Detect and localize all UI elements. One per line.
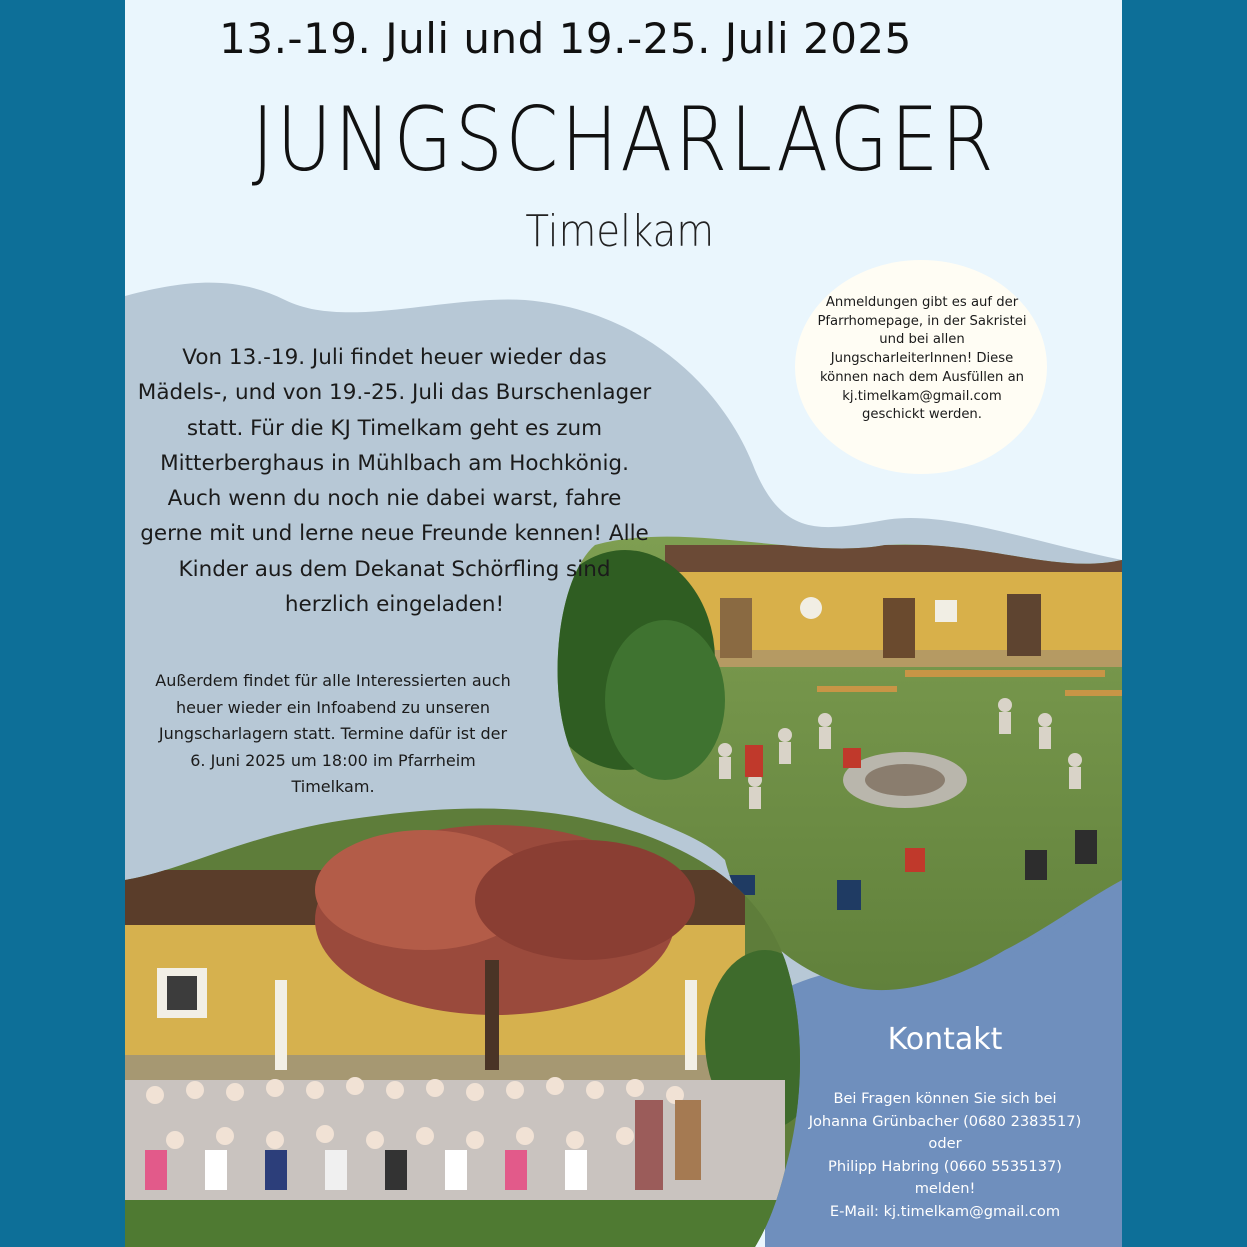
contact-person-1: Johanna Grünbacher (0680 2383517) — [808, 1112, 1082, 1130]
contact-details — [797, 1088, 1093, 1224]
contact-closing: melden! — [914, 1180, 976, 1198]
location-subtitle: Timelkam — [525, 206, 715, 257]
registration-text: Anmeldungen gibt es auf der Pfarrhomepage, in der Sakristei und bei allen JungscharleiterInnen! Diese können nach dem Ausfüllen an kj.timelkam@gmail.com geschickt werden. — [817, 295, 1027, 423]
contact-email[interactable]: E-Mail: kj.timelkam@gmail.com — [829, 1202, 1061, 1220]
flyer-page — [125, 0, 1122, 1247]
info-evening-text: Außerdem findet für alle Interessierten auch heuer wieder ein Infoabend zu unseren Jungscharlagern statt. Termine dafür ist der 6. Juni 2025 um 18:00 im Pfarrheim Timelkam. — [155, 671, 511, 797]
contact-or: oder — [928, 1135, 962, 1153]
page-title: JUNGSCHARLAGER — [251, 88, 996, 191]
date-range: 13.-19. Juli und 19.-25. Juli 2025 — [219, 14, 912, 63]
contact-heading: Kontakt — [887, 1022, 1003, 1057]
contact-intro: Bei Fragen können Sie sich bei — [833, 1090, 1057, 1107]
contact-person-2: Philipp Habring (0660 5535137) — [828, 1157, 1062, 1175]
camp-description: Von 13.-19. Juli findet heuer wieder das Mädels-, und von 19.-25. Juli das Burschenlager statt. Für die KJ Timelkam geht es zum Mitterberghaus in Mühlbach am Hochkönig. Auch wenn du noch nie dabei warst, fahre gerne mit und lerne neue Freunde kennen! Alle Kinder aus dem Dekanat Schörfling sind herzlich eingeladen! — [137, 345, 652, 618]
